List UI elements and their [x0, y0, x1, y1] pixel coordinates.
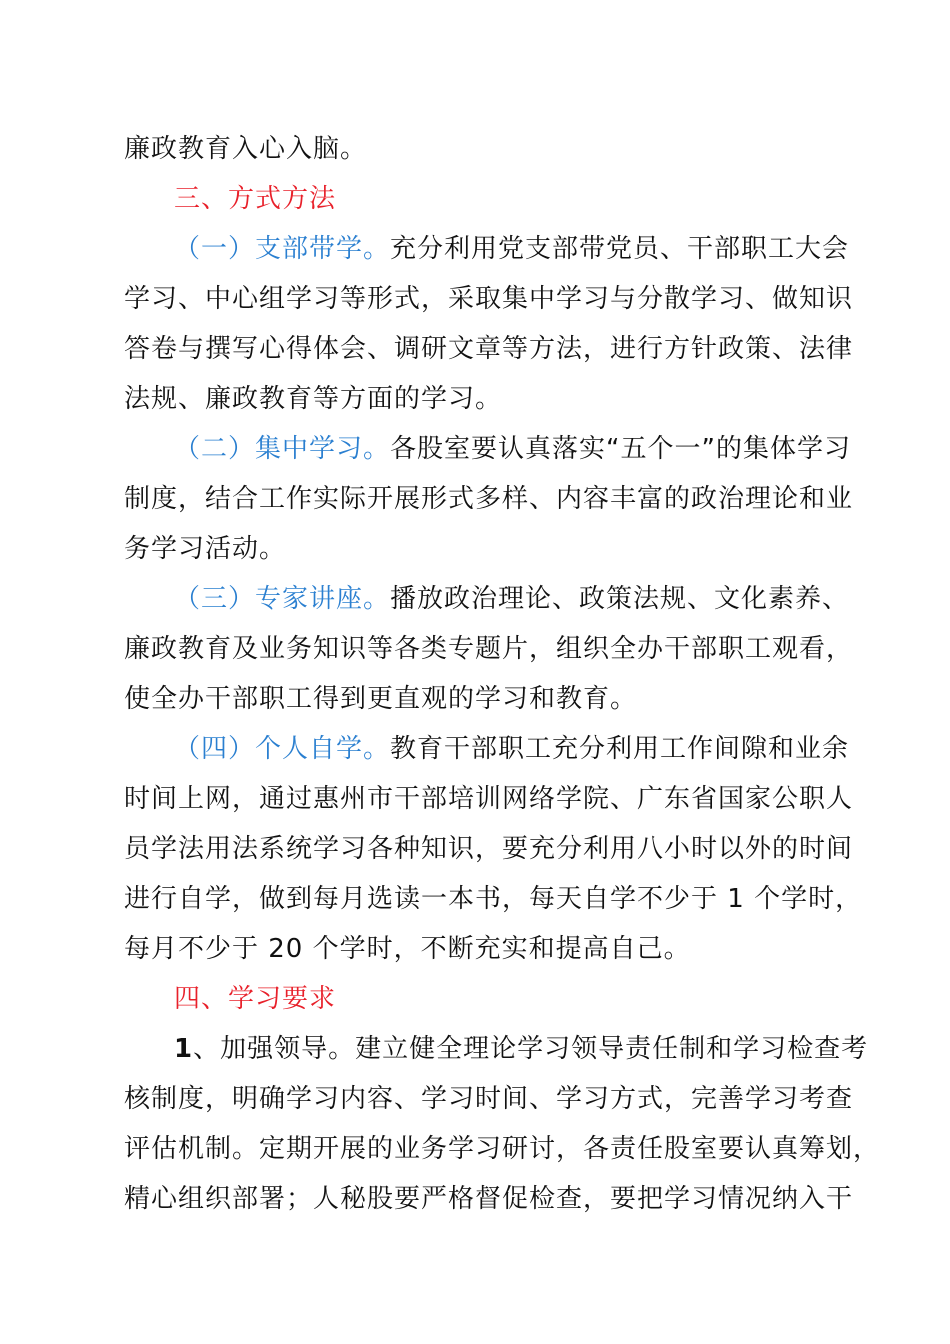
paragraph-line: [124, 782, 853, 816]
subsection-label: （三）专家讲座。: [174, 584, 391, 614]
body-text: 法规、廉政教育等方面的学习。: [124, 384, 503, 414]
subsection-2-line: [174, 432, 851, 466]
paragraph-line: [124, 282, 853, 316]
body-text: 评估机制。定期开展的业务学习研讨，各责任股室要认真筹划，: [124, 1134, 881, 1164]
paragraph-line: [124, 682, 637, 716]
body-text: 廉政教育入心入脑。: [124, 134, 368, 164]
subsection-3-line: [174, 582, 849, 616]
body-text: 核制度，明确学习内容、学习时间、学习方式，完善学习考查: [124, 1084, 854, 1114]
paragraph-line: [124, 332, 853, 366]
subsection-4-line: [174, 732, 849, 766]
paragraph-line: [124, 632, 853, 666]
paragraph-line: [124, 1132, 880, 1166]
paragraph-line: [124, 1082, 853, 1116]
paragraph-line: [124, 382, 502, 416]
paragraph-line: [124, 482, 853, 516]
section-heading-3: [174, 182, 336, 216]
heading-text: 三、方式方法: [174, 184, 337, 214]
body-text: 、加强领导。建立健全理论学习领导责任制和学习检查考: [193, 1034, 869, 1064]
body-text: 播放政治理论、政策法规、文化素养、: [390, 584, 850, 614]
subsection-label: （一）支部带学。: [174, 234, 391, 264]
body-text: 答卷与撰写心得体会、调研文章等方法，进行方针政策、法律: [124, 334, 854, 364]
subsection-1-line: [174, 232, 849, 266]
item-number: 1: [174, 1034, 194, 1064]
body-text: 充分利用党支部带党员、干部职工大会: [390, 234, 850, 264]
body-text: 进行自学，做到每月选读一本书，每天自学不少于 1 个学时，: [124, 884, 863, 914]
paragraph-line: [124, 132, 367, 166]
section-heading-4: [174, 982, 336, 1016]
body-text: 教育干部职工充分利用工作间隙和业余: [390, 734, 850, 764]
body-text: 每月不少于 20 个学时，不断充实和提高自己。: [124, 934, 691, 964]
paragraph-line: [124, 832, 853, 866]
body-text: 各股室要认真落实“五个一”的集体学习: [390, 434, 851, 464]
heading-text: 四、学习要求: [174, 984, 337, 1014]
body-text: 精心组织部署；人秘股要严格督促检查，要把学习情况纳入干: [124, 1184, 854, 1214]
body-text: 使全办干部职工得到更直观的学习和教育。: [124, 684, 638, 714]
body-text: 廉政教育及业务知识等各类专题片，组织全办干部职工观看，: [124, 634, 854, 664]
body-text: 时间上网，通过惠州市干部培训网络学院、广东省国家公职人: [124, 784, 854, 814]
body-text: 员学法用法系统学习各种知识，要充分利用八小时以外的时间: [124, 834, 854, 864]
paragraph-line: [124, 532, 286, 566]
subsection-label: （二）集中学习。: [174, 434, 391, 464]
body-text: 学习、中心组学习等形式，采取集中学习与分散学习、做知识: [124, 284, 854, 314]
body-text: 制度，结合工作实际开展形式多样、内容丰富的政治理论和业: [124, 484, 854, 514]
paragraph-line: [124, 1182, 853, 1216]
body-text: 务学习活动。: [124, 534, 287, 564]
paragraph-line: [124, 882, 862, 916]
subsection-label: （四）个人自学。: [174, 734, 391, 764]
paragraph-line: [124, 932, 691, 966]
requirement-1-line: [174, 1032, 868, 1066]
